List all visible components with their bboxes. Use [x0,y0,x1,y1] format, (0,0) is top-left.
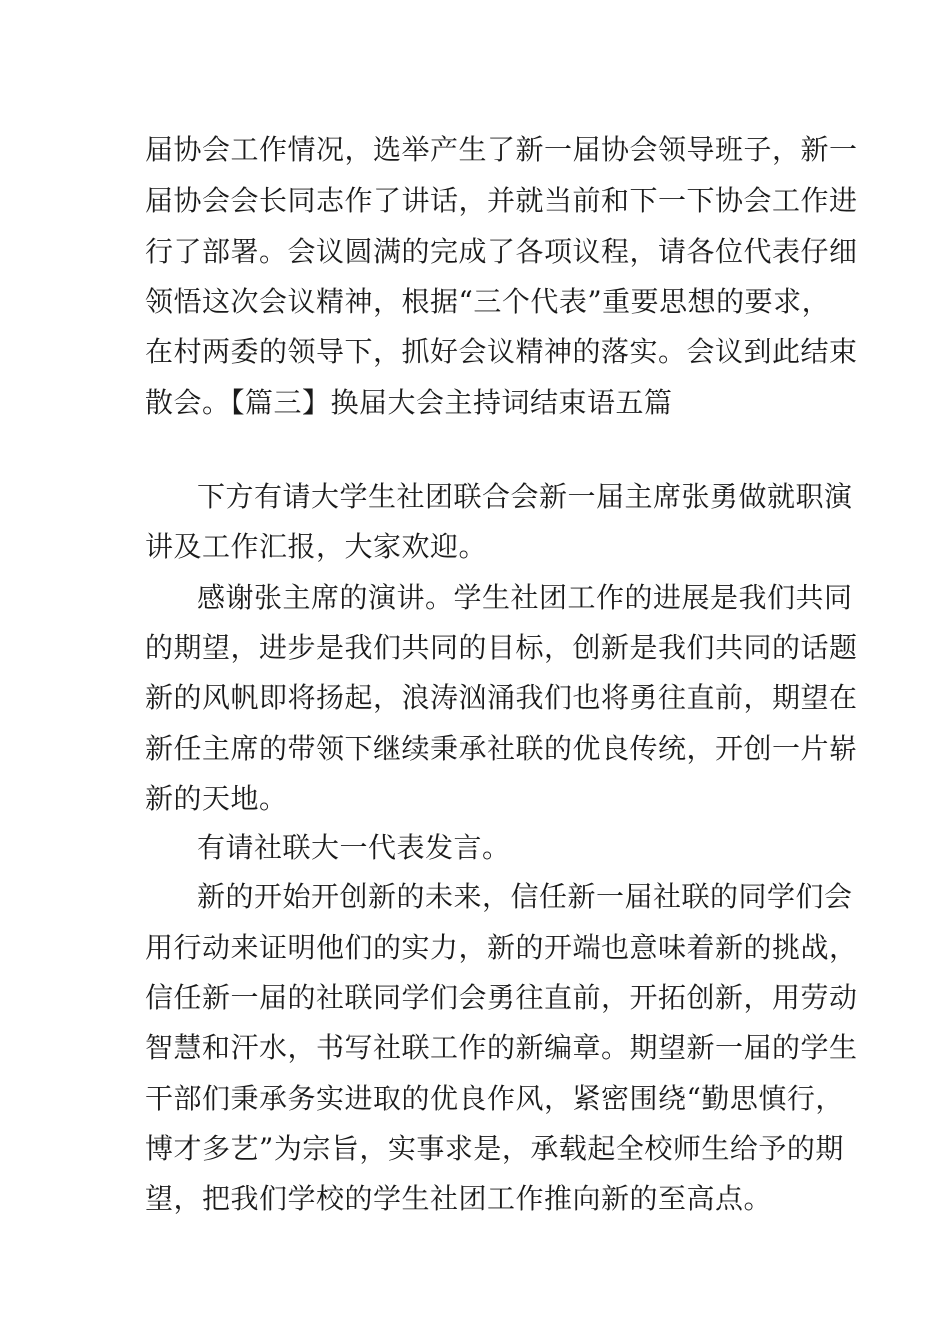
paragraph-line: 用行动来证明他们的实力，新的开端也意味着新的挑战， [145,931,858,964]
paragraph-line: 信任新一届的社联同学们会勇往直前，开拓创新，用劳动 [145,981,858,1014]
paragraph-line: 新的开始开创新的未来，信任新一届社联的同学们会 [197,880,853,913]
paragraph-line: 新的风帆即将扬起，浪涛汹涌我们也将勇往直前，期望在 [145,681,858,714]
paragraph-line: 有请社联大一代表发言。 [197,831,511,864]
paragraph-line: 博才多艺”为宗旨，实事求是，承载起全校师生给予的期 [145,1132,844,1165]
paragraph-line: 下方有请大学生社团联合会新一届主席张勇做就职演 [197,480,853,513]
section-heading-line: 散会。【篇三】换届大会主持词结束语五篇 [145,386,673,419]
text-line: 领悟这次会议精神，根据“三个代表”重要思想的要求， [145,285,831,318]
text-line: 届协会会长同志作了讲话，并就当前和下一下协会工作进 [145,184,858,217]
paragraph-line: 讲及工作汇报，大家欢迎。 [145,530,488,563]
paragraph-line: 感谢张主席的演讲。学生社团工作的进展是我们共同 [197,581,853,614]
paragraph-line: 新任主席的带领下继续秉承社联的优良传统，开创一片崭 [145,732,858,765]
text-line: 届协会工作情况，选举产生了新一届协会领导班子，新一 [145,133,858,166]
paragraph-line: 干部们秉承务实进取的优良作风，紧密围绕“勤思慎行， [145,1082,844,1115]
text-line: 在村两委的领导下，抓好会议精神的落实。会议到此结束 [145,335,858,368]
paragraph-line: 智慧和汗水，书写社联工作的新编章。期望新一届的学生 [145,1031,858,1064]
paragraph-line: 望，把我们学校的学生社团工作推向新的至高点。 [145,1182,773,1215]
paragraph-line: 新的天地。 [145,782,288,815]
text-line: 行了部署。会议圆满的完成了各项议程，请各位代表仔细 [145,235,858,268]
paragraph-line: 的期望，进步是我们共同的目标，创新是我们共同的话题 [145,631,858,664]
